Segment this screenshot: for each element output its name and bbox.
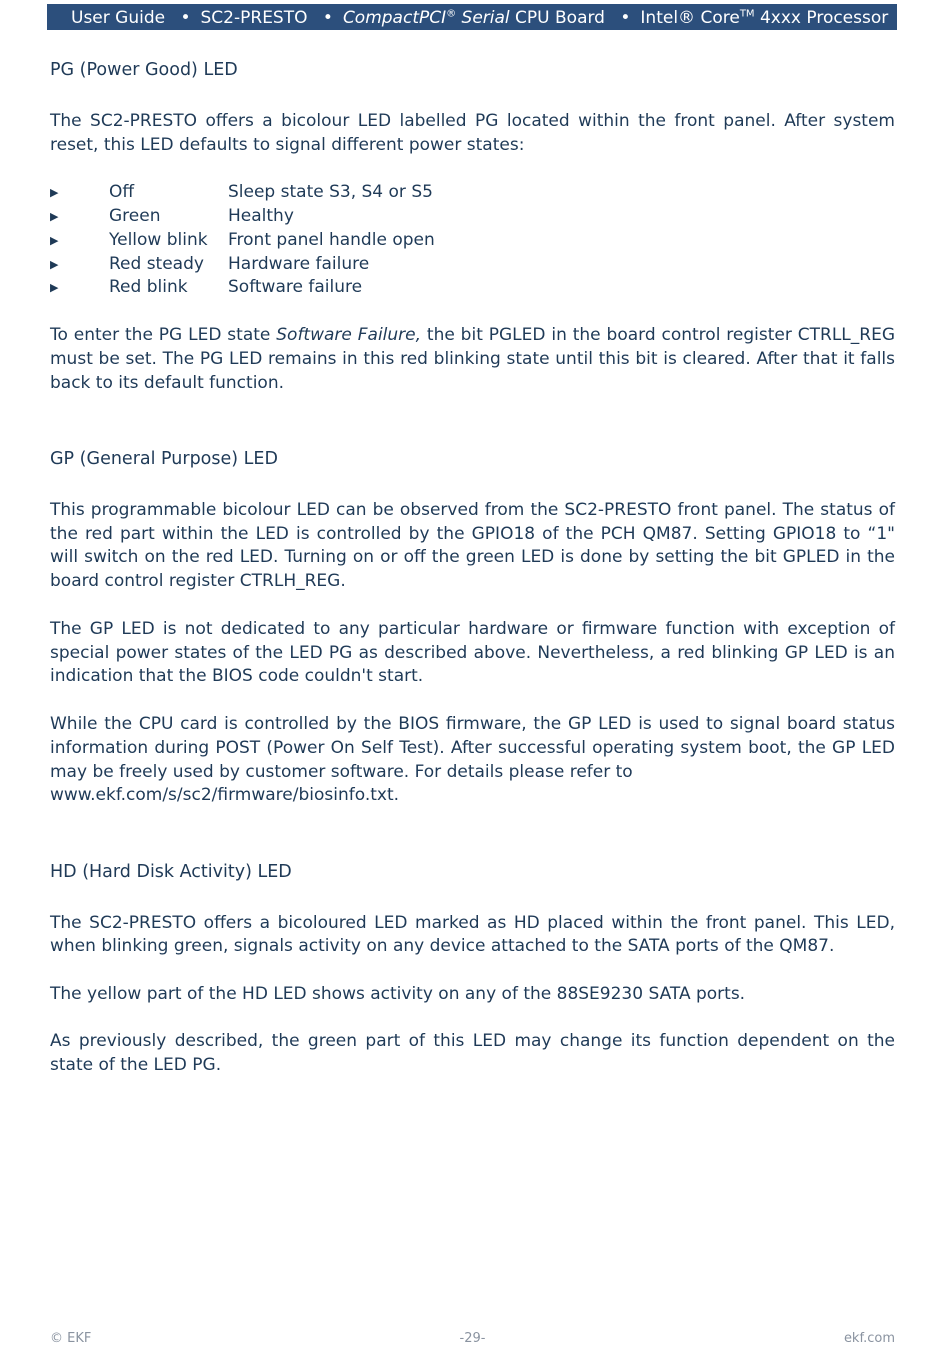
pg-led-state-list	[50, 181, 895, 300]
led-meaning: Hardware failure	[228, 253, 370, 274]
header-bullet: •	[322, 8, 333, 28]
gp-led-paragraph-2: The GP LED is not dedicated to any particular hardware or firmware function with exception of special power states of the LED PG as described above. Nevertheless, a red blinking GP LED is an indication that the BIOS code couldn't start.	[50, 618, 895, 687]
footer-website: ekf.com	[843, 1331, 895, 1346]
header-serial: Serial	[461, 8, 510, 28]
list-item	[50, 205, 895, 229]
bullet-arrow-icon: ▶	[50, 233, 59, 247]
header-compactpci: CompactPCI	[342, 8, 447, 28]
paragraph-text: While the CPU card is controlled by the BIOS firmware, the GP LED is used to signal board status information during POST (Power On Self Test). After successful operating system boot, the GP LED may be freely used by customer software. For details please refer to	[50, 713, 895, 782]
led-state: Green	[109, 205, 161, 226]
header-processor-pre: Intel® Core	[640, 8, 740, 28]
list-item	[50, 229, 895, 253]
header-processor-post: 4xxx Processor	[759, 8, 889, 28]
gp-led-paragraph-1: This programmable bicolour LED can be observed from the SC2-PRESTO front panel. The status of the red part within the LED is controlled by the GPIO18 of the PCH QM87. Setting GPIO18 to “1" will switch on the red LED. Turning on or off the green LED is done by setting the bit GPLED in the board control register CTRLH_REG.	[50, 499, 895, 592]
hd-led-paragraph-2: The yellow part of the HD LED shows activity on any of the 88SE9230 SATA ports.	[50, 983, 746, 1004]
led-meaning: Healthy	[228, 205, 294, 226]
header-board: CPU Board	[515, 8, 605, 28]
pg-led-intro: The SC2-PRESTO offers a bicolour LED labelled PG located within the front panel. After system reset, this LED defaults to signal different power states:	[50, 110, 895, 155]
bullet-arrow-icon: ▶	[50, 257, 59, 271]
gp-led-heading: GP (General Purpose) LED	[50, 448, 278, 469]
led-meaning: Front panel handle open	[228, 229, 435, 250]
page-footer	[50, 1331, 895, 1349]
biosinfo-link[interactable]: www.ekf.com/s/sc2/firmware/biosinfo.txt.	[50, 785, 400, 806]
header-registered-mark: ®	[446, 8, 457, 20]
paragraph-text: To enter the PG LED state	[50, 324, 277, 345]
header-doc-type: User Guide	[71, 8, 166, 28]
software-failure-term: Software Failure,	[276, 324, 422, 345]
list-item	[50, 276, 895, 300]
led-meaning: Sleep state S3, S4 or S5	[228, 182, 433, 203]
header-bullet: •	[620, 8, 631, 28]
led-state: Red steady	[109, 253, 204, 274]
led-state: Off	[109, 182, 135, 203]
pg-led-software-failure-paragraph	[50, 324, 895, 395]
paragraph-text: the bit PGLED in the board control register CTRLL_REG must be set. The PG LED remains in this red blinking state until this bit is cleared. After that it falls back to its default function.	[50, 324, 895, 393]
led-meaning: Software failure	[228, 277, 363, 298]
led-state: Red blink	[109, 277, 188, 298]
led-state: Yellow blink	[109, 229, 208, 250]
bullet-arrow-icon: ▶	[50, 281, 59, 295]
list-item	[50, 181, 895, 205]
footer-page-number: -29-	[459, 1331, 486, 1346]
pg-led-heading: PG (Power Good) LED	[50, 60, 238, 80]
hd-led-paragraph-1: The SC2-PRESTO offers a bicoloured LED marked as HD placed within the front panel. This LED, when blinking green, signals activity on any device attached to the SATA ports of the QM87.	[50, 912, 895, 957]
page-header-bar	[47, 4, 897, 30]
footer-copyright: © EKF	[50, 1331, 92, 1346]
header-bullet: •	[180, 8, 191, 28]
bullet-arrow-icon: ▶	[50, 186, 59, 200]
header-trademark: TM	[739, 8, 755, 20]
header-product: SC2-PRESTO	[200, 8, 308, 28]
list-item	[50, 253, 895, 277]
page-content	[50, 54, 895, 1078]
hd-led-heading: HD (Hard Disk Activity) LED	[50, 861, 292, 882]
hd-led-paragraph-3: As previously described, the green part of this LED may change its function dependent on the state of the LED PG.	[50, 1031, 895, 1076]
bullet-arrow-icon: ▶	[50, 209, 59, 223]
gp-led-paragraph-3	[50, 713, 895, 808]
